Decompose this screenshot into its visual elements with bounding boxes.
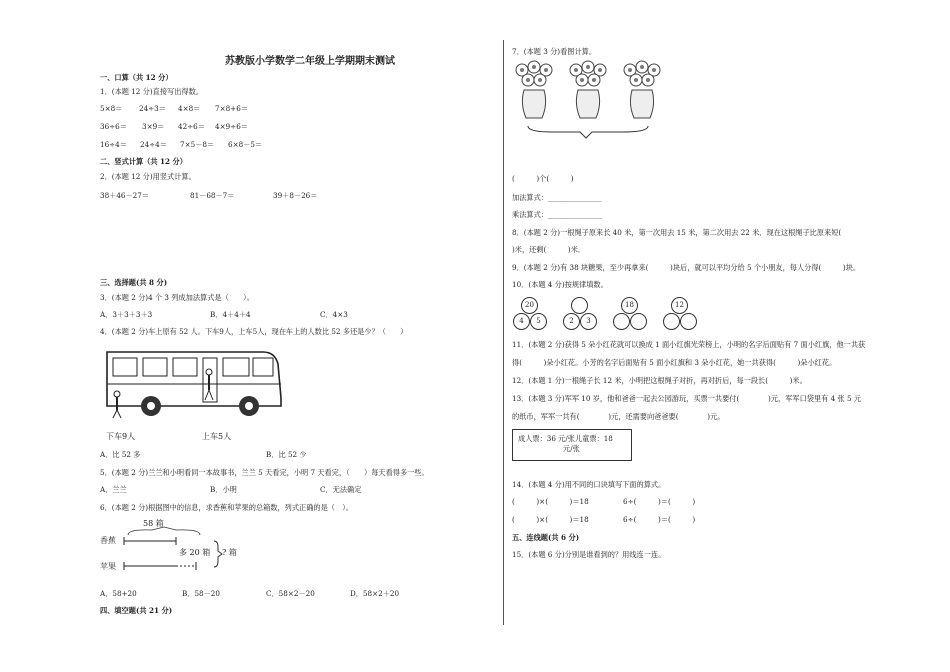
question-6-option: D．58×2＋20	[350, 589, 400, 598]
calc-row-1-item: 24÷3＝	[139, 104, 166, 113]
pattern-circle-blank[interactable]	[613, 313, 630, 330]
question-14-formula: ( )×( )＝18	[512, 515, 589, 524]
vertical-calc-item: 38＋46－27＝	[100, 191, 150, 200]
question-14: 14．(本题 4 分)用不同的口诀填写下面的算式。	[512, 480, 666, 489]
diagram-apple-label: 苹果	[100, 562, 116, 571]
question-7-answer: ( )个( )	[512, 174, 574, 183]
calc-row-2-item: 36÷6＝	[100, 122, 127, 131]
page-title: 苏教版小学数学二年级上学期期末测试	[225, 56, 395, 67]
calc-row-1-item: 4×8＝	[178, 104, 201, 113]
diagram-58-label: 58 箱	[143, 519, 164, 528]
question-14-formula: ( )×( )＝18	[512, 497, 589, 506]
flower-vases-illustration	[512, 60, 662, 155]
question-5-option: A．兰兰	[100, 485, 127, 494]
pattern-circle-blank[interactable]	[571, 297, 588, 314]
ticket-price-line-1: 成人票：36 元/张儿童票：18	[518, 434, 613, 443]
pattern-circle: 4	[513, 313, 530, 330]
question-15: 15．(本题 6 分)分别是谁看到的？用线连一连。	[512, 550, 666, 559]
question-5-option: C．无法确定	[320, 485, 362, 494]
pattern-circle-blank[interactable]	[680, 313, 697, 330]
question-4-option: A．比 52 多	[100, 450, 141, 459]
question-6-option: B．58－20	[182, 589, 220, 598]
question-13-line-1: 13．(本题 3 分)军军 10 岁，他和爸爸一起去公园游玩，买票一共要付( )元，军军口袋里有 4 张 5 元	[512, 394, 862, 403]
question-7: 7．(本题 3 分)看图计算。	[512, 47, 597, 56]
bus-getting-off-label: 下车9人	[106, 432, 136, 441]
question-3-option: A．3＋3＋3＋3	[100, 310, 153, 319]
question-2: 2．(本题 12 分)用竖式计算。	[100, 172, 196, 181]
bus-illustration	[103, 346, 283, 421]
question-6: 6．(本题 2 分)根据图中的信息，求香蕉和苹果的总箱数，列式正确的是（ ）。	[100, 503, 353, 512]
bus-getting-on-label: 上车5人	[202, 432, 232, 441]
ticket-price-box	[512, 429, 632, 461]
question-3-option: C．4×3	[320, 310, 348, 319]
question-5: 5．(本题 2 分)兰兰和小明看同一本故事书，兰兰 5 天看完，小明 7 天看完，（ ）每天看得多一些。	[100, 468, 429, 477]
section-4-heading: 四、填空题(共 21 分)	[100, 606, 173, 615]
diagram-question-label: ? 箱	[222, 548, 237, 557]
vertical-calc-item: 81－68－7＝	[190, 191, 235, 200]
calc-row-3-item: 7×5－8＝	[180, 140, 215, 149]
calc-row-2-item: 4×9÷6＝	[215, 122, 248, 131]
calc-row-3-item: 16÷4＝	[100, 140, 127, 149]
calc-row-1-item: 7×8+6＝	[215, 104, 248, 113]
question-10: 10．(本题 4 分)按规律填数。	[512, 280, 608, 289]
question-8-line-1: 8．(本题 2 分)一根绳子原来长 40 米，第一次用去 15 米，第二次用去 22 米．现在这根绳子比原来短(	[512, 228, 842, 237]
question-14-formula: 6÷( )＝( )	[623, 515, 696, 524]
section-1-heading: 一、口算（共 12 分）	[100, 73, 173, 82]
pattern-circle: 20	[521, 297, 538, 314]
question-9: 9．(本题 2 分)有 38 块糖果，至少再拿来( )块后，就可以平均分给 5 个小朋友，每人分得( )块。	[512, 263, 861, 272]
column-divider	[503, 40, 504, 625]
calc-row-1-item: 5×8＝	[100, 104, 123, 113]
pattern-circle-blank[interactable]	[630, 313, 647, 330]
question-12: 12．(本题 1 分)一根绳子长 12 米，小明把这根绳子对折，再对折后，每一段长( )米。	[512, 376, 807, 385]
question-1: 1．(本题 12 分)直接写出得数。	[100, 87, 203, 96]
question-11-line-2: 得( )朵小红花。小芳的名字后面贴有 5 面小红旗和 3 朵小红花，她一共获得( )朵小红花。	[512, 358, 837, 367]
question-3: 3．(本题 2 分)4 个 3 列成加法算式是（ ）。	[100, 293, 254, 302]
question-11-line-1: 11．(本题 2 分)获得 5 朵小红花就可以换成 1 面小红旗光荣榜上，小明的名字后面贴有 7 面小红旗，他一共获	[512, 340, 866, 349]
pattern-circle-blank[interactable]	[663, 313, 680, 330]
section-5-heading: 五、连线题(共 6 分)	[512, 533, 580, 542]
calc-row-2-item: 42÷6＝	[178, 122, 205, 131]
question-4: 4．(本题 2 分)车上原有 52 人。下车9人，上车5人，现在车上的人数比 52 多还是少？（ ）	[100, 327, 408, 336]
question-7-addition: 加法算式：_______________	[512, 193, 602, 202]
question-6-option: C．58×2－20	[266, 589, 315, 598]
vertical-calc-item: 39＋8－26＝	[273, 191, 318, 200]
diagram-banana-label: 香蕉	[100, 536, 116, 545]
pattern-circle: 2	[563, 313, 580, 330]
section-2-heading: 二、竖式计算（共 12 分）	[100, 157, 187, 166]
pattern-circle: 5	[530, 313, 547, 330]
question-3-option: B．4＋4＋4	[210, 310, 251, 319]
calc-row-3-item: 24÷4＝	[140, 140, 167, 149]
question-8-line-2: )米，还剩( )米．	[512, 245, 586, 254]
calc-row-2-item: 3×9＝	[142, 122, 165, 131]
question-6-option: A．58+20	[100, 589, 137, 598]
diagram-more-label: 多 20 箱	[179, 548, 211, 557]
pattern-circle: 3	[580, 313, 597, 330]
ticket-price-line-2: 元/张	[563, 444, 580, 453]
calc-row-3-item: 6×8－5＝	[228, 140, 263, 149]
line-diagram	[124, 527, 254, 572]
pattern-circle: 18	[621, 297, 638, 314]
question-14-formula: 6÷( )＝( )	[623, 497, 696, 506]
question-13-line-2: 的纸币，军军一共有( )元，还需要向爸爸要( )元。	[512, 412, 725, 421]
question-5-option: B．小明	[210, 485, 237, 494]
question-4-option: B．比 52 少	[266, 450, 307, 459]
question-7-multiplication: 乘法算式：_______________	[512, 210, 602, 219]
pattern-circle: 12	[671, 297, 688, 314]
section-3-heading: 三、选择题(共 8 分)	[100, 278, 168, 287]
